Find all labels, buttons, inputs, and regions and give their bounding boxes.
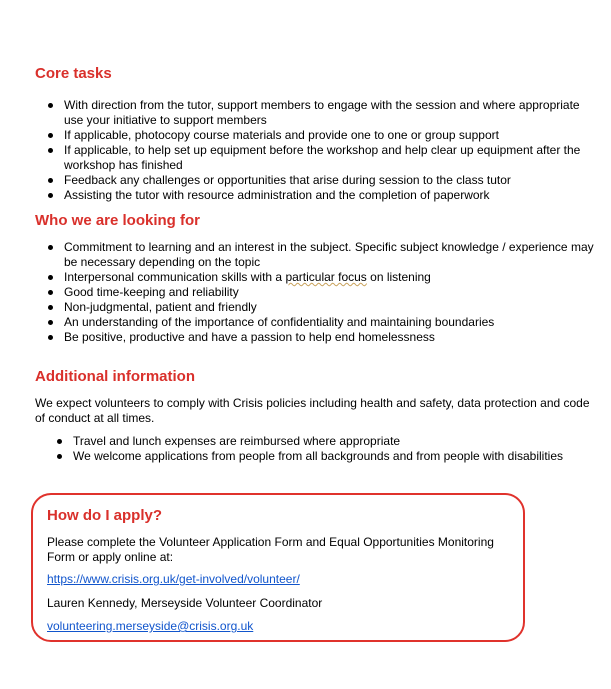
list-item: With direction from the tutor, support members to engage with the session and where appropriate use your initiative to support members [35,98,601,128]
email-link[interactable]: volunteering.merseyside@crisis.org.uk [47,619,254,633]
core-tasks-heading: Core tasks [35,65,112,82]
list-item: An understanding of the importance of confidentiality and maintaining boundaries [35,315,601,330]
apply-paragraph: Please complete the Volunteer Application Form and Equal Opportunities Monitoring Form or apply online at: [47,535,494,564]
list-item: Feedback any challenges or opportunities that arise during session to the class tutor [35,173,601,188]
apply-heading: How do I apply? [47,507,162,524]
list-item: Assisting the tutor with resource administration and the completion of paperwork [35,188,601,203]
list-item: If applicable, to help set up equipment before the workshop and help clear up equipment after the workshop has finished [35,143,601,173]
additional-heading: Additional information [35,368,195,385]
list-item: Good time-keeping and reliability [35,285,601,300]
list-item: We welcome applications from people from all backgrounds and from people with disabilities [44,449,594,464]
additional-paragraph: We expect volunteers to comply with Crisis policies including health and safety, data protection and code of conduct at all times. [35,396,590,425]
additional-list [44,434,594,464]
core-tasks-list [35,98,601,203]
contact-name: Lauren Kennedy, Merseyside Volunteer Coordinator [47,596,323,610]
volunteer-link[interactable]: https://www.crisis.org.uk/get-involved/volunteer/ [47,572,300,586]
who-heading: Who we are looking for [35,212,201,229]
spellcheck-underline: particular focus [285,270,367,284]
list-item: Interpersonal communication skills with a particular focus on listening [35,270,601,285]
list-item: Commitment to learning and an interest in the subject. Specific subject knowledge / experience may be necessary depending on the topic [35,240,601,270]
list-item: Non-judgmental, patient and friendly [35,300,601,315]
who-list [35,240,601,345]
list-item: Travel and lunch expenses are reimbursed where appropriate [44,434,594,449]
list-item: Be positive, productive and have a passion to help end homelessness [35,330,601,345]
list-item: If applicable, photocopy course materials and provide one to one or group support [35,128,601,143]
how-to-apply-box [31,493,525,642]
